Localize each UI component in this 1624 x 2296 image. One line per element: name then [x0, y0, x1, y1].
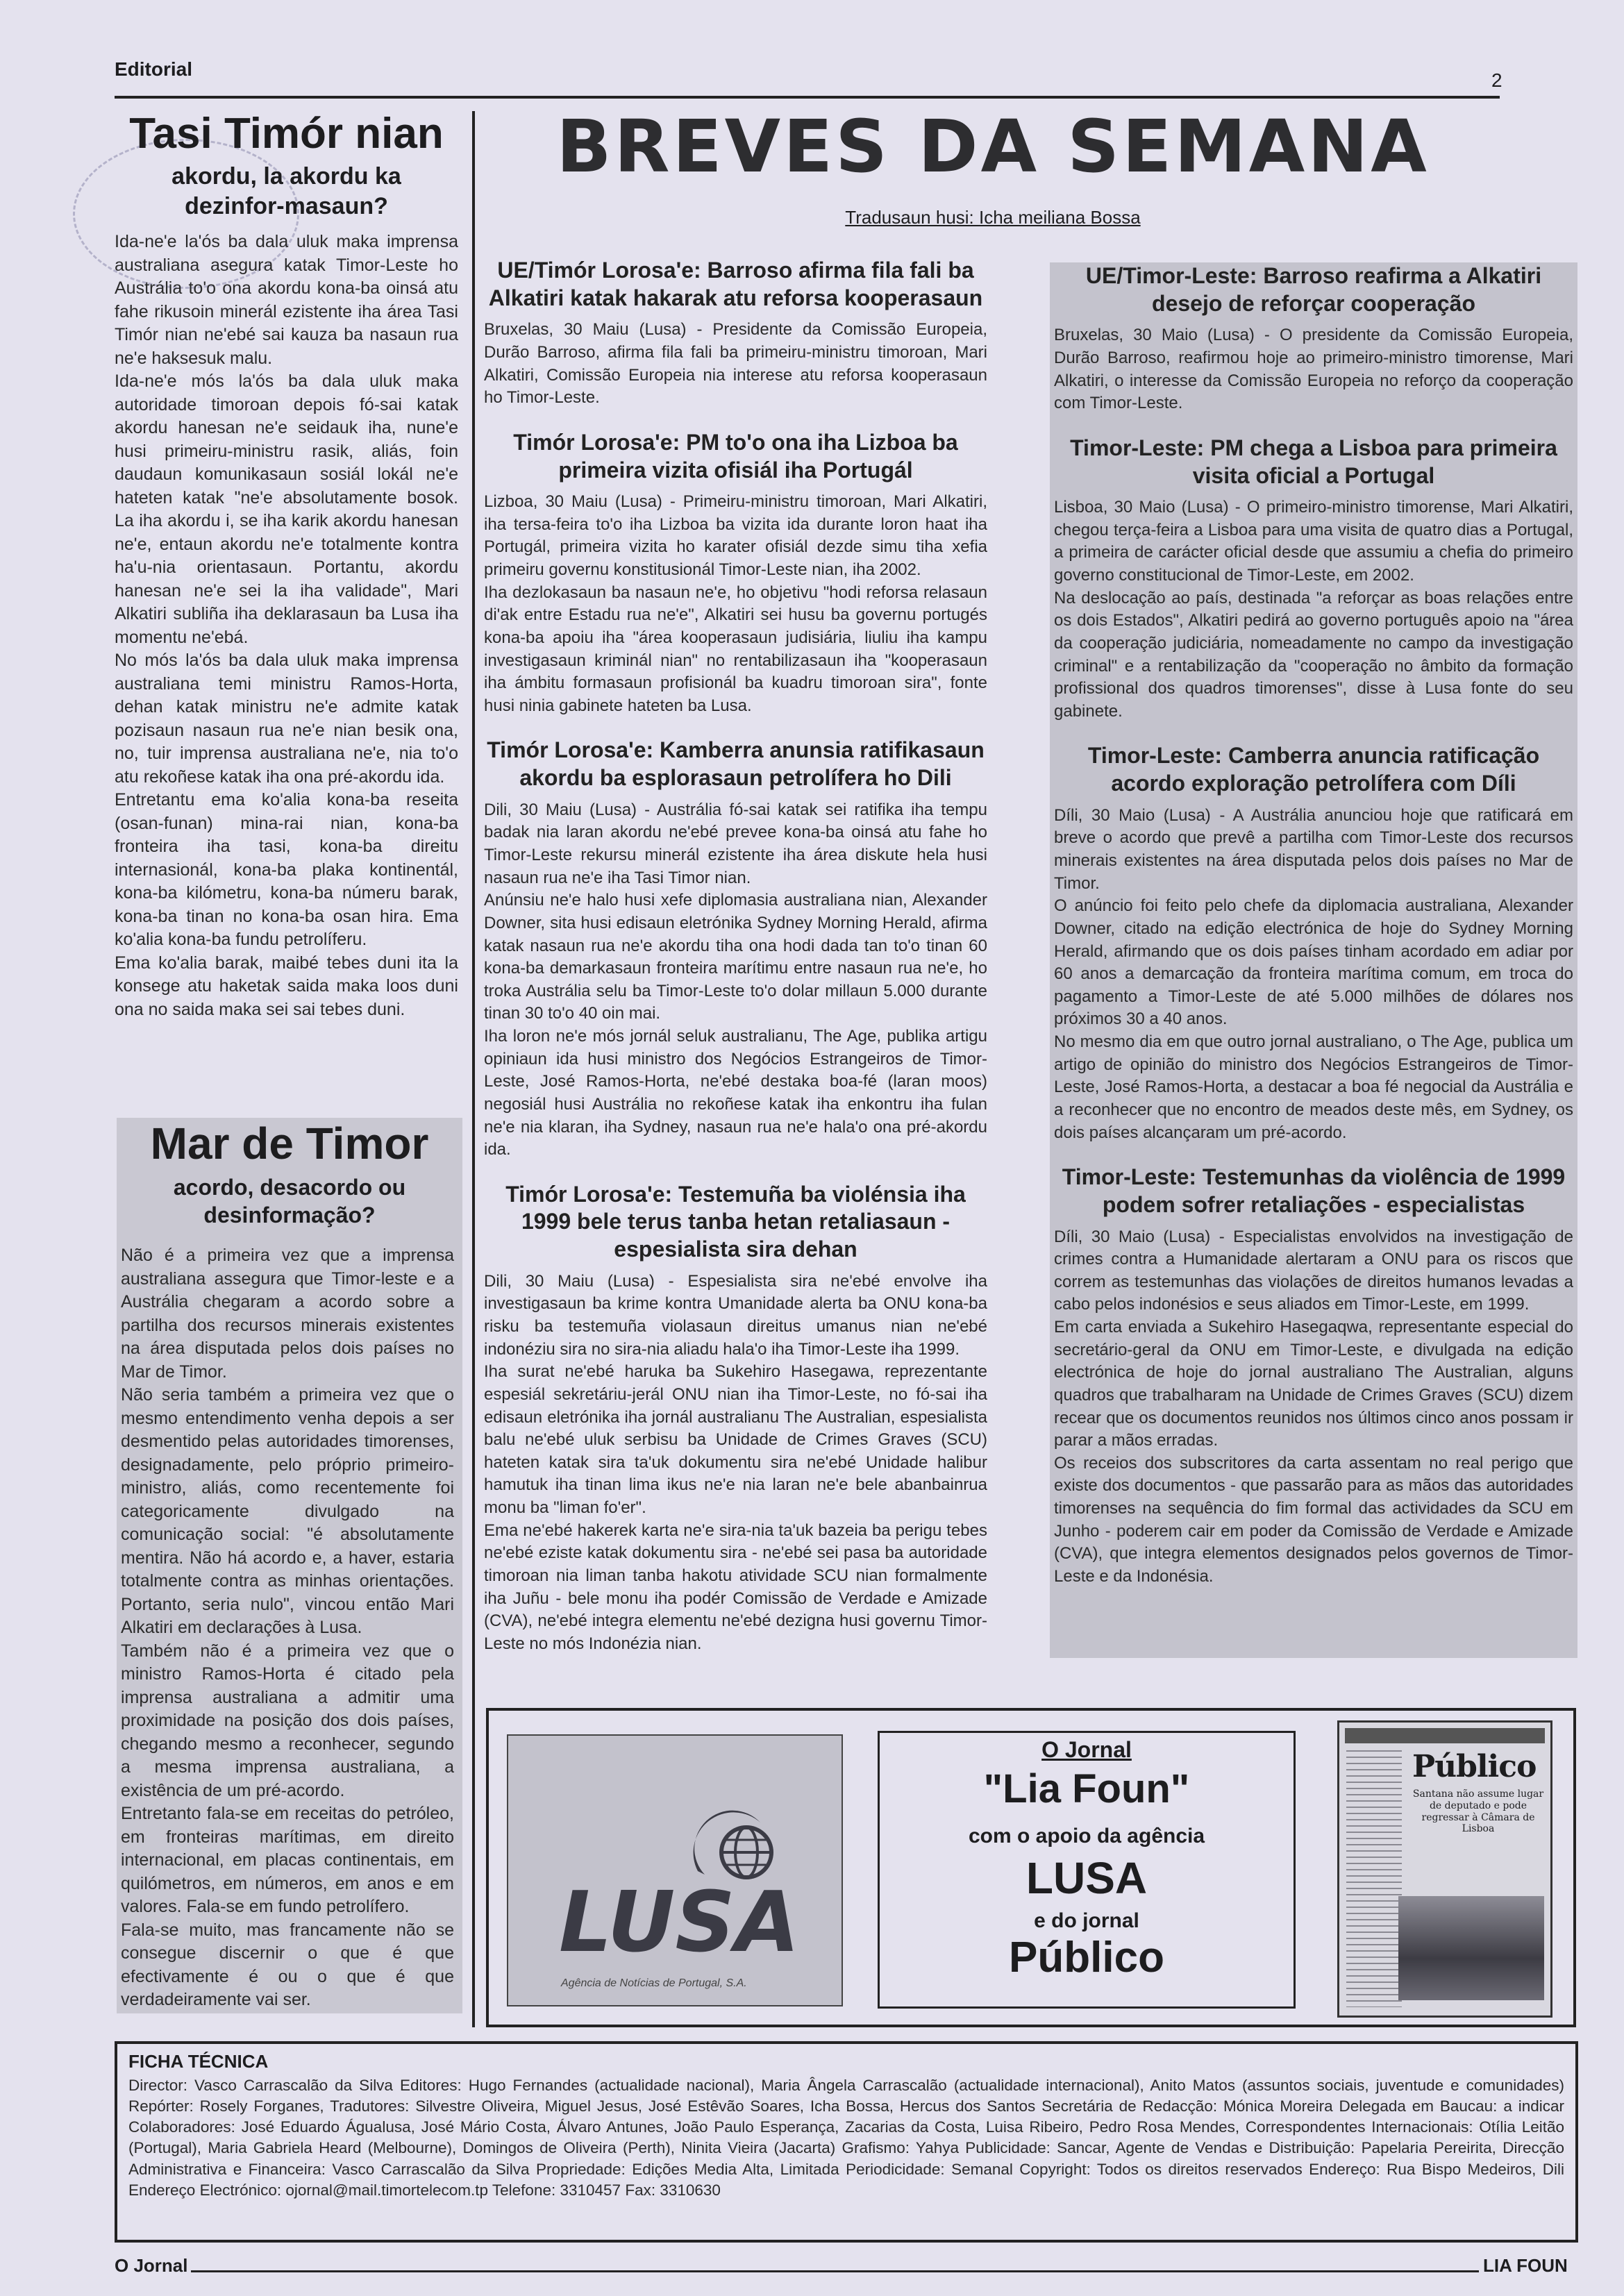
promo-line: O Jornal — [1041, 1737, 1132, 1762]
editorial-subtitle: akordu, la akordu ka dezinfor-masaun? — [171, 163, 401, 219]
paragraph: Ema ko'alia barak, maibé tebes duni ita la konsege atu haketak saida maka loos duni ona no saida maka sei sai tebes duni. — [115, 953, 458, 1019]
promo-panel — [878, 1731, 1296, 2009]
promo-line: e do jornal — [1034, 1909, 1139, 1932]
paragraph: Também não é a primeira vez que o ministro Ramos-Horta é citado pela imprensa australiana a admitir uma proximidade na posição dos dois países, chegando mesmo a reconhecer, segundo a mesma imprensa australiana, a existência de um pré-acordo. — [121, 1641, 454, 1800]
paragraph: Não é a primeira vez que a imprensa australiana assegura que Timor-leste e a Austrália chegaram a acordo sobre a partilha dos recursos minerais existentes na área disputada pelos dois países no Mar de Timor. — [121, 1246, 454, 1382]
mar-subtitle: acordo, desacordo ou desinformação? — [173, 1175, 406, 1227]
editorial-portuguese — [117, 1118, 462, 2013]
article — [1054, 742, 1573, 1144]
breves-title: BREVES DA SEMANA — [556, 104, 1430, 189]
editorial-body — [115, 231, 458, 1021]
paragraph: Bruxelas, 30 Maiu (Lusa) - Presidente da Comissão Europeia, Durão Barroso, afirma fila fali ba primeiru-ministru timoroan, Mari Alkatiri, Comissão Europeia nia interese atu reforsa kooperasaun ho Timor-Leste. — [484, 320, 987, 408]
paragraph: Bruxelas, 30 Maio (Lusa) - O presidente da Comissão Europeia, Durão Barroso, reafirmou hoje ao primeiro-ministro timorense, Mari Alkatiri, o interesse da Comissão Europeia no reforço da cooperação com Timor-Leste. — [1054, 326, 1573, 413]
paragraph: O anúncio foi feito pelo chefe da diplomacia australiana, Alexander Downer, citado na edição electrónica de hoje do Sydney Morning Herald, afirmando que os dois países tinham acordado em adiar por 60 anos a demarcação da fronteira marítima comum, em troca do pagamento a Timor-Leste de até 5.000 milhões de dólares nos próximos 30 a 40 anos. — [1054, 896, 1573, 1029]
promo-line: LUSA — [1026, 1853, 1148, 1903]
paragraph: Fala-se muito, mas francamente não se consegue discernir o que é que efectivamente é ou o que é que verdadeiramente vai ser. — [121, 1920, 454, 2009]
article — [484, 737, 987, 1161]
ficha-text: Director: Vasco Carrascalão da Silva Editores: Hugo Fernandes (actualidade nacional), Maria Ângela Carrascalão (actualidade internacional), Anito Matos (assuntos sociais, juventude e comunidades) Repórter: Rosely Forganes, Tradutores: Silvestre Oliveira, Miguel Jesus, José Estêvão Soares, Icha Bossa, Hercus dos Santos Secretária de Redacção: Mónica Moreira Delegada em Baucau: a indicar Colaboradores: José Eduardo Águalusa, José Mário Costa, Álvaro Antunes, João Paulo Esperança, Zacarias da Costa, Luisa Ribeiro, Pedro Rosa Mendes, Correspondentes Internacionais: Otília Leitão (Portugal), Maria Gabriela Heard (Melbourne), Domingos de Oliveira (Perth), Ninita Vieira (Jacarta) Grafismo: Yahya Publicidade: Sancar, Agente de Vendas e Distribuição: Papelaria Pereirita, Direcção Administrativa e Financeira: Vasco Carrascalão da Silva Propriedade: Edições Media Alta, Limitada Periodicidade: Semanal Copyright: Todos os direitos reservados Endereço: Rua Bispo Medeiros, Dili Endereço Electrónico: ojornal@mail.timortelecom.tp Telefone: 3310457 Fax: 3310630 — [128, 2077, 1564, 2199]
article — [484, 257, 987, 410]
paragraph: Iha dezlokasaun ba nasaun ne'e, ho objetivu "hodi reforsa relasaun di'ak entre Estadu rua ne'e", Alkatiri sei husu ba governu portugés kona-ba apoiu iha "área kooperasaun judisiária, liuliu iha kampu investigasaun kriminál nian" no rentabilizasaun iha "kooperasaun iha ámbitu formasaun profisionál ba kuadru timoroan sira", fonte husi ninia gabinete hateten ba Lusa. — [484, 583, 987, 715]
lusa-wordmark: LUSA — [559, 1875, 800, 1971]
article — [484, 429, 987, 718]
thumbnail-headline: Santana não assume lugar de deputado e pode regressar à Câmara de Lisboa — [1412, 1788, 1544, 1835]
article-headline: Timor-Leste: Camberra anuncia ratificação acordo exploração petrolífera com Díli — [1087, 743, 1540, 796]
editorial-title: Tasi Timór nian — [129, 110, 444, 158]
paragraph: Não seria também a primeira vez que o mesmo entendimento venha depois a ser desmentido pelas autoridades timorenses, designadamente, pelo próprio primeiro-ministro, aliás, como recentemente foi categoricamente divulgado na comunicação social: "é absolutamente mentira. Não há acordo e, a haver, estaria totalmente contra as minhas orientações. Portanto, seria nulo", vincou então Mari Alkatiri em declarações à Lusa. — [121, 1385, 454, 1637]
article-headline: Timór Lorosa'e: PM to'o ona iha Lizboa ba primeira vizita ofisiál iha Portugál — [513, 429, 958, 483]
article-headline: Timor-Leste: Testemunhas da violência de 1999 podem sofrer retaliações - especialistas — [1062, 1164, 1566, 1217]
paragraph: Ema ne'ebé hakerek karta ne'e sira-nia ta'uk bazeia ba perigu tebes ne'ebé eziste katak dokumentu sira - ne'ebé sei pasa ba autoridade timoroan nia liman tanba hakotu atividade SCU nian formalmente iha Juñu - bele monu iha podér Comissão de Verdade e Amizade (CVA), ne'ebé integra elementu ne'ebé dezigna husi governu Timor-Leste no mós Indonézia nian. — [484, 1520, 987, 1653]
section-label: Editorial — [115, 58, 193, 80]
article-headline: UE/Timór Lorosa'e: Barroso afirma fila fali ba Alkatiri katak hakarak atu reforsa kooperasaun — [488, 258, 983, 310]
publico-thumbnail — [1337, 1720, 1552, 2018]
article-headline: Timór Lorosa'e: Kamberra anunsia ratifikasaun akordu ba esplorasaun petrolífera ho Dili — [487, 737, 985, 791]
lusa-caption: Agência de Notícias de Portugal, S.A. — [561, 1977, 747, 1989]
article — [1054, 435, 1573, 723]
mar-title: Mar de Timor — [150, 1118, 429, 1168]
footer-right: LIA FOUN — [1483, 2255, 1568, 2276]
paragraph: Os receios dos subscritores da carta assentam no real perigo que existe dos documentos - que passarão para as mãos das autoridades timorenses na sequência do fim formal das actividades da SCU em Junho - poderem cair em poder da Comissão de Verdade e Amizade (CVA), que integra elementos designados pelos governos de Timor-Leste e da Indonésia. — [1054, 1453, 1573, 1586]
article — [1054, 1164, 1573, 1588]
tetum-news-column — [484, 257, 987, 1675]
ficha-tecnica — [115, 2041, 1578, 2243]
paragraph: Lisboa, 30 Maio (Lusa) - O primeiro-ministro timorense, Mari Alkatiri, chegou terça-feira a Lisboa para uma visita de quatro dias a Portugal, a primeira de carácter oficial desde que assumiu a chefia do primeiro governo constitucional de Timor-Leste, em 2002. — [1054, 498, 1573, 585]
page-number: 2 — [1491, 69, 1502, 91]
paragraph: Na deslocação ao país, destinada "a reforçar as boas relações entre os dois Estados", Alkatiri pedirá ao governo português apoio na "área da cooperação judiciária, nomeadamente no campo da investigação criminal" e a rentabilização da "cooperação no âmbito da formação profissional dos quadros timorenses", disse à Lusa fonte do seu gabinete. — [1054, 588, 1573, 721]
promo-line: Público — [1009, 1934, 1164, 1981]
thumbnail-text-lines — [1346, 1750, 1402, 2007]
column-rule — [472, 111, 475, 2027]
paragraph: Dili, 30 Maiu (Lusa) - Espesialista sira ne'ebé envolve iha investigasaun ba krime kontra Umanidade alerta ba ONU kona-ba risku ba testemuña violasaun direitus umanus nian ne'ebé indonéziu sira no sira-nia aliadu hala'o iha Timor-Leste iha 1999. — [484, 1271, 987, 1359]
paragraph: Ida-ne'e mós la'ós ba dala uluk maka autoridade timoroan depois fó-sai katak akordu hanesan ne'e seidauk iha, nune'e husi primeiru-ministru rasik, aliás, foin daudaun komunikasaun sosiál lokál ne'e hateten katak "ne'e absolutamente bosok. La iha akordu i, se iha karik akordu hanesan ne'e, entaun akordu ne'e totalmente kontra ha'u-nia orientasaun. Portantu, akordu hanesan ne'e sei la iha validade", Mari Alkatiri subliña iha deklarasaun ba Lusa iha momentu ne'ebá. — [115, 371, 458, 647]
article — [1054, 262, 1573, 415]
paragraph: Lizboa, 30 Maiu (Lusa) - Primeiru-ministru timoroan, Mari Alkatiri, iha tersa-feira to'o iha Lizboa ba vizita ida durante loron haat iha Portugál, primeira vizita ho karater ofisiál dezde simu tiha xefia primeiru governu konstitusionál Timor-Leste nian, iha 2002. — [484, 492, 987, 580]
paragraph: Dili, 30 Maiu (Lusa) - Austrália fó-sai katak sei ratifika iha tempu badak nia laran akordu ne'ebé prevee kona-ba oinsá atu fahe ho Timor-Leste rekursu minerál ezistente iha área diskute hela husi nasaun rua ne'e iha Tasi Timor nian. — [484, 800, 987, 887]
promo-line: "Lia Foun" — [983, 1766, 1190, 1811]
promo-line: com o apoio da agência — [968, 1825, 1205, 1847]
paragraph: Entretantu ema ko'alia kona-ba reseita (osan-funan) mina-rai nian, kona-ba fronteira iha tasi, kona-ba direitu internasionál, kona-ba plaka kontinentál, kona-ba kilómetru, kona-ba númeru barak, kona-ba tinan no kona-ba osan hira. Ema ko'alia kona-ba fundu petrolíferu. — [115, 790, 458, 950]
portuguese-news-column — [1050, 262, 1577, 1658]
article-headline: Timor-Leste: PM chega a Lisboa para primeira visita oficial a Portugal — [1070, 435, 1557, 488]
paragraph: Entretanto fala-se em receitas do petróleo, em fronteiras marítimas, em direito internacional, em placas continentais, em quilómetros, em números, em anos e em valores. Fala-se em fundo petrolífero. — [121, 1804, 454, 1916]
footer-left: O Jornal — [115, 2255, 188, 2276]
top-rule — [115, 96, 1500, 99]
paragraph: Anúnsiu ne'e halo husi xefe diplomasia australiana nian, Alexander Downer, sita husi edisaun eletrónika Sydney Morning Herald, afirma katak nasaun rua ne'e akordu tiha ona hodi dada tan to'o tinan 60 kona-ba demarkasaun fronteira marítimu entre nasaun rua ne'e, ho troka Austrália selu ba Timor-Leste to'o dolar millaun 5.000 durante tinan 30 to'o 40 oin mai. — [484, 891, 987, 1023]
paragraph: Díli, 30 Maio (Lusa) - A Austrália anunciou hoje que ratificará em breve o acordo que prevê a partilha com Timor-Leste dos recursos minerais existentes na área disputada pelos dois países no Mar de Timor. — [1054, 805, 1573, 893]
thumbnail-masthead: Público — [1412, 1749, 1537, 1784]
footer-rule — [191, 2270, 1479, 2272]
thumbnail-photo — [1398, 1896, 1544, 2000]
paragraph: Em carta enviada a Sukehiro Hasegaqwa, representante especial do secretário-geral da ONU em Timor-Leste, e divulgada na edição electrónica de hoje do jornal australiano The Australian, alguns quadros que trabalharam na Unidade de Crimes Graves (SCU) dizem recear que os documentos reunidos nos últimos cinco anos possam ir parar a mãos erradas. — [1054, 1318, 1573, 1450]
translation-credit: Tradusaun husi: Icha meiliana Bossa — [845, 207, 1141, 228]
ficha-title: FICHA TÉCNICA — [128, 2051, 269, 2072]
paragraph: No mesmo dia em que outro jornal australiano, o The Age, publica um artigo de opinião do ministro dos Negócios Estrangeiros de Timor-Leste, José Ramos-Horta, a destacar a boa fé negocial da Austrália e a reconhecer que no encontro de meados deste mês, em Sydney, os dois países alcançaram um pré-acordo. — [1054, 1032, 1573, 1142]
mar-body — [117, 1244, 462, 2012]
article-headline: Timór Lorosa'e: Testemuña ba violénsia iha 1999 bele terus tanba hetan retaliasaun - espesialista sira dehan — [505, 1181, 966, 1262]
paragraph: Iha loron ne'e mós jornál seluk australianu, The Age, publika artigu opiniaun ida husi ministro dos Negócios Estrangeiros de Timor-Leste, José Ramos-Horta, ne'ebé destaka boa-fé (laran moos) negosiál husi Austrália no rekoñese katak iha enkontru iha fulan ne'e nia klaran, iha Sydney, nasaun rua ne'e hala'o ona pré-akordu ida. — [484, 1027, 987, 1159]
paragraph: Díli, 30 Maio (Lusa) - Especialistas envolvidos na investigação de crimes contra a Humanidade alertaram a ONU para os riscos que correm as testemunhas das violações de direitos humanos levadas a cabo pelos indonésios e seus aliados em Timor-Leste, em 1999. — [1054, 1227, 1573, 1314]
paragraph: No mós la'ós ba dala uluk maka imprensa australiana temi ministru Ramos-Horta, dehan katak ministru ne'e admite katak pozisaun nasaun rua ne'e nian besik ona, no, tuir imprensa australiana ne'e, nia to'o atu rekoñese katak iha ona pré-akordu ida. — [115, 651, 458, 787]
article-headline: UE/Timor-Leste: Barroso reafirma a Alkatiri desejo de reforçar cooperação — [1085, 263, 1542, 316]
article — [484, 1181, 987, 1656]
paragraph: Iha surat ne'ebé haruka ba Sukehiro Hasegawa, reprezentante espesiál sekretáriu-jerál ONU nian iha Timor-Leste, no fó-sai iha edisaun eletrónika iha jornál australianu The Australian, espesialista balu ne'ebé uluk serbisu ba Unidade de Crimes Graves (SCU) hateten katak sira ta'uk dokumentu sira ne'ebé Unidade halibur hamutuk iha tinan lima ikus ne'e nia laran ne'e bele abanbainrua monu ba "liman fo'er". — [484, 1362, 987, 1518]
editorial-tetum — [115, 111, 458, 1021]
thumbnail-band — [1345, 1728, 1545, 1743]
paragraph: Ida-ne'e la'ós ba dala uluk maka imprensa australiana asegura katak Timor-Leste ho Austrália to'o ona akordu kona-ba oinsá atu fahe rikusoin minerál ezistente iha área Tasi Timór nian ne'ebé sai kauza ba nasaun rua ne'e haksesuk malu. — [115, 232, 458, 368]
